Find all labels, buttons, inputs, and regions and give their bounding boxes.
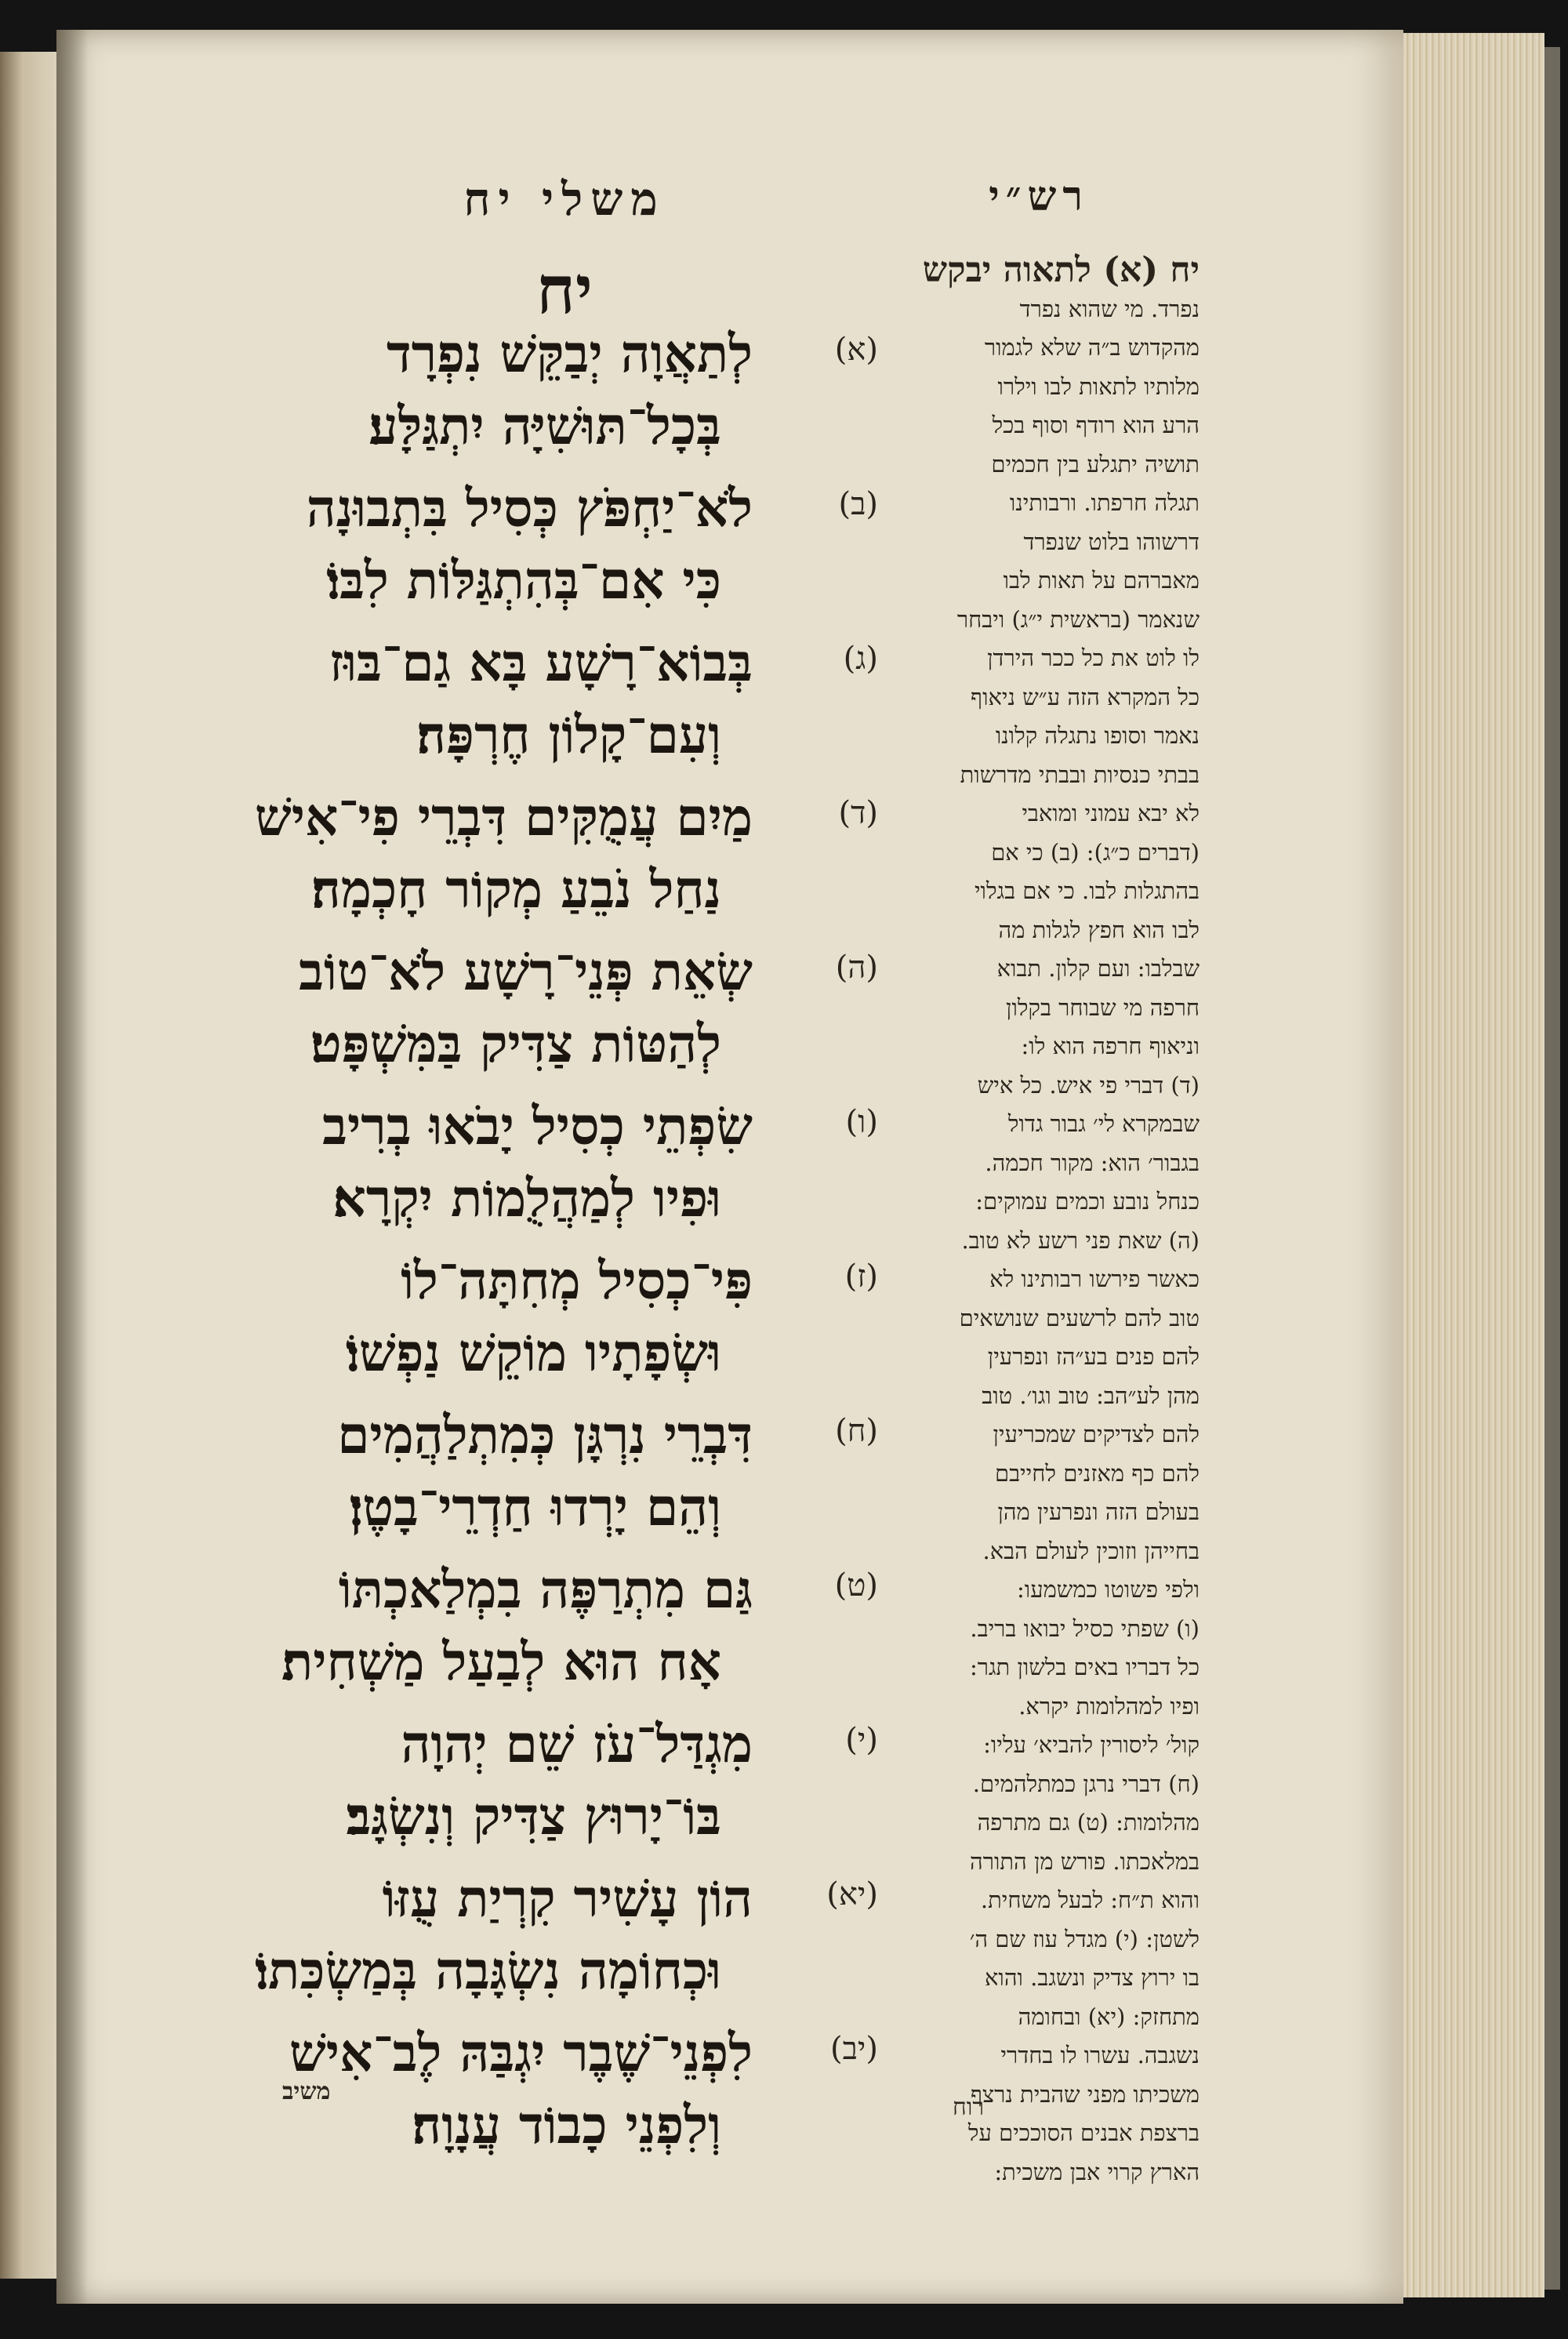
commentary-line: הארץ קרוי אבן משכית: bbox=[994, 2158, 1200, 2185]
verse-marker: (ז) bbox=[844, 1258, 878, 1295]
commentary-line: כל דבריו באים בלשון תגר: bbox=[969, 1654, 1200, 1680]
verse bbox=[157, 1712, 878, 1866]
commentary-line: (ח) דברי נרגן כמתלהמים. bbox=[972, 1770, 1200, 1797]
verse-line: כִּי אִם־בְּהִתְגַּלּוֹת לִבּוֹ׃ bbox=[326, 550, 721, 611]
commentary-line: וניאוף חרפה הוא לו: bbox=[1021, 1033, 1200, 1059]
commentary-line: שנאמר (בראשית י״ג) ויבחר bbox=[956, 605, 1200, 633]
commentary-line: מהן לע״הב: טוב וגו׳. טוב bbox=[982, 1382, 1200, 1409]
commentary-line: (ו) שפתי כסיל יבואו בריב. bbox=[970, 1614, 1200, 1642]
verse-line: וּשְׂפָתָיו מוֹקֵשׁ נַפְשׁוֹ׃ bbox=[346, 1322, 721, 1383]
commentary-line: טוב להם לרשעים שנושאים bbox=[959, 1304, 1200, 1331]
main-text-column bbox=[157, 173, 878, 2156]
previous-page-edge bbox=[0, 52, 56, 2279]
commentary-line: בהתגלות לבו. כי אם בגלוי bbox=[974, 877, 1200, 904]
commentary-lines bbox=[878, 251, 1200, 2192]
commentary-line: מהקדוש ב״ה שלא לגמור bbox=[984, 334, 1200, 361]
verse-line: מַיִם עֲמֻקִּים דִּבְרֵי פִי־אִישׁ bbox=[255, 786, 753, 848]
commentary-line: כל המקרא הזה ע״ש ניאוף bbox=[971, 683, 1200, 710]
verse-marker: (יא) bbox=[826, 1876, 878, 1912]
verse bbox=[157, 1403, 878, 1557]
verse-marker: (ח) bbox=[835, 1413, 878, 1449]
commentary-line: כנחל נובע וכמים עמוקים: bbox=[975, 1188, 1200, 1215]
commentary-line: (ד) דברי פי איש. כל איש bbox=[977, 1071, 1200, 1099]
verse-line: וְלִפְנֵי כָבוֹד עֲנָוָה׃ bbox=[412, 2094, 721, 2156]
commentary-line: בעולם הזה ונפרעין מהן bbox=[997, 1498, 1200, 1525]
page-block-edge bbox=[1403, 33, 1544, 2297]
verse-line: לִפְנֵי־שֶׁבֶר יִגְבַּהּ לֶב־אִישׁ bbox=[289, 2022, 753, 2083]
commentary-line: (דברים כ״ג): (ב) כי אם bbox=[991, 838, 1200, 866]
commentary-line: בגבור׳ הוא: מקור חכמה. bbox=[985, 1149, 1200, 1176]
commentary-line: בחייהן וזוכין לעולם הבא. bbox=[982, 1537, 1200, 1564]
commentary-line: מהלומות: (ט) גם מתרפה bbox=[977, 1809, 1200, 1836]
verse-line: בְּכָל־תּוּשִׁיָּה יִתְגַּלָּע׃ bbox=[368, 395, 721, 456]
verse-marker: (יב) bbox=[830, 2031, 878, 2067]
commentary-line: שבמקרא לי׳ גבור גדול bbox=[1007, 1110, 1200, 1137]
verse-marker: (י) bbox=[845, 1722, 878, 1758]
verse-marker: (ג) bbox=[843, 641, 878, 677]
verse-line: שִׂפְתֵי כְסִיל יָבֹאוּ בְרִיב bbox=[322, 1095, 753, 1157]
commentary-line: במלאכתו. פורש מן התורה bbox=[970, 1847, 1200, 1875]
verse-line: נַחַל נֹבֵעַ מְקוֹר חָכְמָה׃ bbox=[310, 859, 721, 920]
verse-list bbox=[157, 321, 878, 2175]
verse bbox=[157, 321, 878, 476]
verse bbox=[157, 2021, 878, 2175]
verse-line: וְהֵם יָרְדוּ חַדְרֵי־בָטֶן׃ bbox=[349, 1476, 721, 1538]
verse bbox=[157, 939, 878, 1094]
commentary-line: לשטן: (י) מגדל עוז שם ה׳ bbox=[969, 1925, 1200, 1952]
commentary-header: רש״י bbox=[989, 173, 1089, 220]
verse-line: בּוֹ־יָרוּץ צַדִּיק וְנִשְׂגָּב׃ bbox=[346, 1785, 721, 1847]
verse-line: וּכְחוֹמָה נִשְׂגָּבָה בְּמַשְׂכִּתוֹ׃ bbox=[255, 1940, 721, 2001]
commentary-line: שבלבו: ועם קלון. תבוא bbox=[996, 955, 1200, 982]
verse bbox=[157, 476, 878, 630]
verse-line: שְׂאֵת פְּנֵי־רָשָׁע לֹא־טוֹב bbox=[299, 941, 753, 1002]
commentary-line: חרפה מי שבוחר בקלון bbox=[1006, 993, 1200, 1021]
verse bbox=[157, 1094, 878, 1248]
commentary-line: ולפי פשוטו כמשמעו: bbox=[1017, 1576, 1200, 1603]
verse-marker: (ט) bbox=[834, 1567, 878, 1604]
commentary-line: לא יבא עמוני ומואבי bbox=[1022, 800, 1200, 826]
commentary-line: להם פנים בע״הז ונפרעין bbox=[987, 1343, 1200, 1370]
commentary-line: והוא ת״ח: לבעל משחית. bbox=[980, 1887, 1200, 1913]
commentary-line: בו ירוץ צדיק ונשגב. והוא bbox=[985, 1964, 1200, 1991]
verse bbox=[157, 1557, 878, 1712]
commentary-line: משכיתו מפני שהבית נרצף bbox=[970, 2080, 1200, 2108]
verse-line: לְתַאֲוָה יְבַקֵּשׁ נִפְרָד bbox=[387, 323, 753, 384]
commentary-line: מאברהם על תאות לבו bbox=[1003, 567, 1200, 594]
commentary-line: תגלה חרפתו. ורבותינו bbox=[1009, 489, 1200, 516]
verse-line: וּפִיו לְמַהֲלֻמוֹת יִקְרָא׃ bbox=[332, 1168, 721, 1229]
verse-marker: (ד) bbox=[838, 795, 878, 831]
commentary-line: לבו הוא חפץ לגלות מה bbox=[998, 916, 1200, 943]
catchword: רוח bbox=[953, 2094, 985, 2121]
verse bbox=[157, 630, 878, 785]
commentary-line: נשגבה. עשרו לו בחדרי bbox=[1000, 2042, 1200, 2068]
verse-line: לְהַטּוֹת צַדִּיק בַּמִּשְׁפָּט׃ bbox=[310, 1013, 721, 1074]
verse-line: לֹא־יַחְפֹּץ כְּסִיל בִּתְבוּנָה bbox=[306, 478, 753, 539]
commentary-line: להם לצדיקים שמכריעין bbox=[993, 1421, 1200, 1447]
commentary-line: תושיה יתגלע בין חכמים bbox=[991, 450, 1200, 478]
verse-marker: (א) bbox=[834, 332, 878, 368]
commentary-line: מלותיו לתאות לבו וילרו bbox=[997, 372, 1200, 400]
verse bbox=[157, 1866, 878, 2021]
commentary-line: בבתי כנסיות ובבתי מדרשות bbox=[960, 761, 1200, 788]
commentary-column bbox=[878, 173, 1200, 2192]
verse-line: דִּבְרֵי נִרְגָּן כְּמִתְלַהֲמִים bbox=[337, 1404, 753, 1466]
commentary-line: יח (א) לתאוה יבקש bbox=[922, 251, 1200, 290]
verse-line: בְּבוֹא־רָשָׁע בָּא גַם־בּוּז bbox=[328, 632, 753, 693]
commentary-line: דרשוהו בלוט שנפרד bbox=[1023, 528, 1200, 555]
verse bbox=[157, 1248, 878, 1403]
verse-line: גַּם מִתְרַפֶּה בִמְלַאכְתּוֹ bbox=[338, 1559, 753, 1620]
verse-line: מִגְדַּל־עֹז שֵׁם יְהוָה bbox=[401, 1713, 753, 1774]
commentary-line: להם כף מאזנים לחייבם bbox=[994, 1459, 1200, 1487]
verse-line: וְעִם־קָלוֹן חֶרְפָּה׃ bbox=[416, 704, 721, 765]
commentary-line: נפרד. מי שהוא נפרד bbox=[1019, 295, 1200, 322]
running-header: משלי יח bbox=[463, 173, 666, 226]
commentary-line: נאמר וסופו נתגלה קלונו bbox=[995, 722, 1200, 749]
verse-line: אָח הוּא לְבַעַל מַשְׁחִית׃ bbox=[281, 1631, 721, 1692]
signature-mark: משיב bbox=[282, 2078, 331, 2105]
commentary-line: הרע הוא רודף וסוף בכל bbox=[992, 412, 1200, 438]
verse-marker: (ה) bbox=[835, 950, 878, 986]
book-cover-edge bbox=[1544, 47, 1560, 2290]
gutter-shadow bbox=[56, 30, 88, 2304]
commentary-line: קול׳ ליסורין להביא׳ עליו: bbox=[983, 1731, 1200, 1758]
verse-marker: (ב) bbox=[838, 486, 878, 522]
commentary-line: מתחזק: (יא) ובחומה bbox=[1018, 2003, 1200, 2030]
chapter-number: יח bbox=[536, 251, 593, 329]
commentary-line: (ה) שאת פני רשע לא טוב. bbox=[961, 1226, 1200, 1254]
commentary-line: ברצפת אבנים הסוככים על bbox=[967, 2119, 1200, 2146]
verse-line: פִּי־כְסִיל מְחִתָּה־לוֹ bbox=[401, 1250, 753, 1311]
commentary-line: לו לוט את כל ככר הירדן bbox=[987, 645, 1200, 671]
verse bbox=[157, 785, 878, 939]
verse-line: הוֹן עָשִׁיר קִרְיַת עֻזּוֹ bbox=[382, 1868, 753, 1929]
commentary-line: כאשר פירשו רבותינו לא bbox=[989, 1266, 1200, 1292]
verse-marker: (ו) bbox=[845, 1104, 878, 1140]
commentary-line: ופיו למהלומות יקרא. bbox=[1018, 1692, 1200, 1720]
